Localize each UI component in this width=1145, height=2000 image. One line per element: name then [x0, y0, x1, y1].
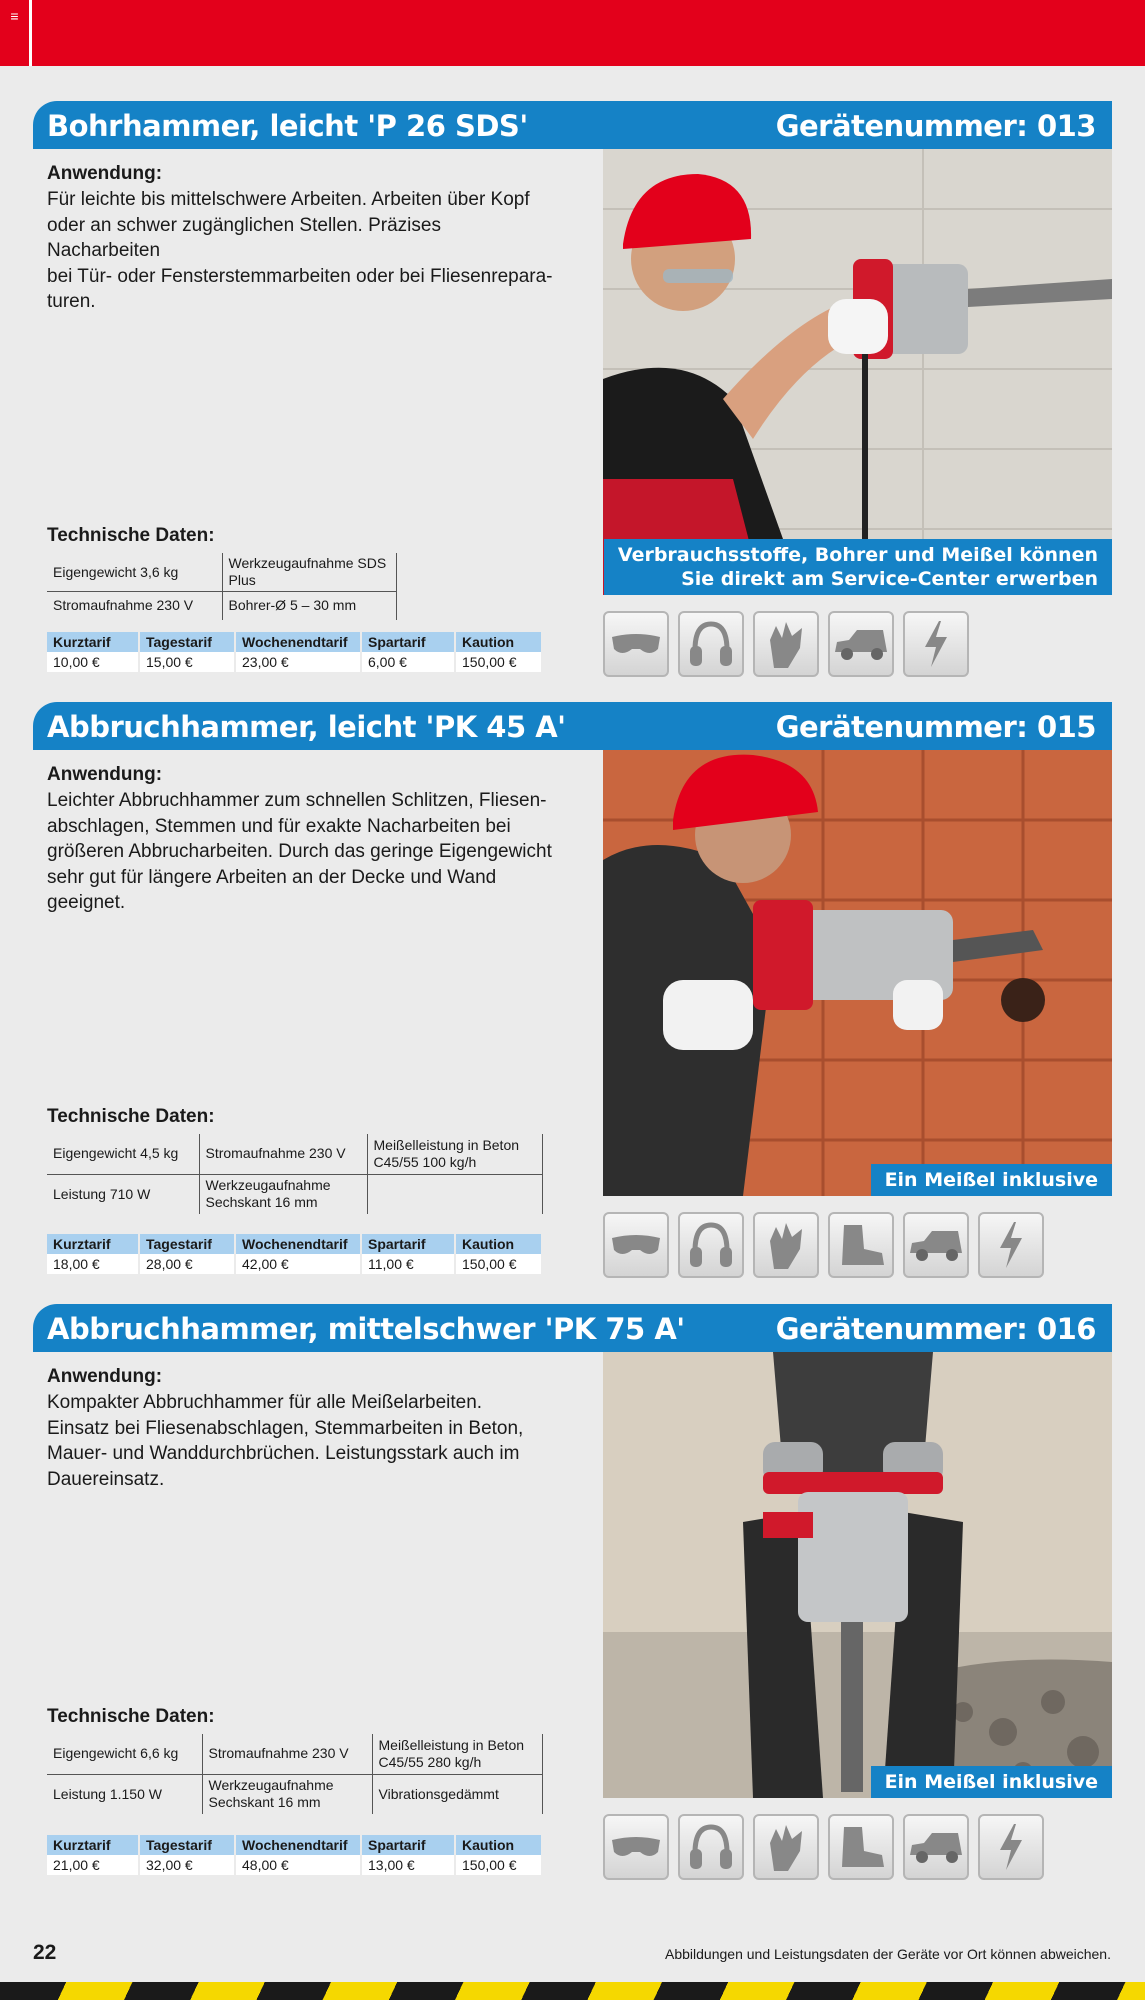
price-value: 13,00 €	[361, 1855, 455, 1875]
device-number: Gerätenummer: 013	[775, 109, 1096, 143]
spec-cell: Eigengewicht 4,5 kg	[47, 1134, 199, 1174]
product-photo	[603, 149, 1112, 595]
application-text	[47, 187, 557, 315]
tech-data-label: Technische Daten:	[47, 1706, 215, 1727]
electric-icon	[978, 1814, 1044, 1880]
car-icon	[903, 1212, 969, 1278]
car-icon	[828, 611, 894, 677]
price-header: Kurztarif	[47, 632, 139, 652]
hazard-stripe	[0, 1982, 1145, 2000]
spec-cell: Werkzeugaufnahme Sechskant 16 mm	[202, 1774, 372, 1814]
application-text	[47, 788, 557, 916]
photo-caption	[871, 1164, 1112, 1196]
specs-table	[47, 1734, 543, 1814]
application-line: Dauereinsatz.	[47, 1468, 165, 1490]
ear-protection-icon	[678, 611, 744, 677]
application-line: Mauer- und Wanddurchbrüchen. Leistungsstark auch im	[47, 1443, 520, 1464]
safety-glasses-icon	[603, 611, 669, 677]
safety-icons	[603, 1814, 1044, 1880]
product-section-015	[33, 702, 1112, 1282]
car-icon	[903, 1814, 969, 1880]
menu-icon[interactable]: ≡	[0, 0, 32, 66]
application-text	[47, 1390, 557, 1492]
application-line: geeignet.	[47, 892, 126, 913]
section-header	[33, 1304, 1112, 1352]
price-value: 10,00 €	[47, 652, 139, 672]
ear-protection-icon	[678, 1814, 744, 1880]
price-value: 32,00 €	[139, 1855, 235, 1875]
spec-cell: Werkzeugaufnahme SDS Plus	[222, 553, 397, 592]
price-value: 28,00 €	[139, 1254, 235, 1274]
application-line: Für leichte bis mittelschwere Arbeiten. Arbeiten über Kopf	[47, 189, 530, 210]
product-title: Bohrhammer, leicht 'P 26 SDS'	[47, 109, 528, 143]
photo-drill-worker	[603, 149, 1112, 595]
price-header: Tagestarif	[139, 632, 235, 652]
application-label: Anwendung:	[47, 1366, 163, 1387]
safety-icons	[603, 1212, 1044, 1278]
caption-line: Verbrauchsstoffe, Bohrer und Meißel können	[617, 544, 1098, 566]
gloves-icon	[753, 1212, 819, 1278]
price-value: 150,00 €	[455, 652, 542, 672]
photo-demolition-hammer	[603, 1352, 1112, 1798]
price-header: Kaution	[455, 632, 542, 652]
safety-glasses-icon	[603, 1212, 669, 1278]
spec-cell: Leistung 1.150 W	[47, 1774, 202, 1814]
device-number: Gerätenummer: 015	[775, 710, 1096, 744]
spec-cell: Eigengewicht 6,6 kg	[47, 1734, 202, 1774]
spec-cell	[367, 1174, 543, 1214]
caption-line: Ein Meißel inklusive	[884, 1771, 1098, 1793]
top-bar	[0, 0, 1145, 66]
price-header: Spartarif	[361, 1835, 455, 1855]
spec-cell: Meißelleistung in Beton C45/55 280 kg/h	[372, 1734, 543, 1774]
tech-data-label: Technische Daten:	[47, 525, 215, 546]
price-value: 18,00 €	[47, 1254, 139, 1274]
spec-cell: Stromaufnahme 230 V	[47, 592, 222, 620]
price-header: Kaution	[455, 1835, 542, 1855]
price-header: Wochenendtarif	[235, 1234, 361, 1254]
application-line: größeren Abbrucharbeiten. Durch das geringe Eigengewicht	[47, 841, 552, 862]
electric-icon	[903, 611, 969, 677]
electric-icon	[978, 1212, 1044, 1278]
device-number: Gerätenummer: 016	[775, 1312, 1096, 1346]
price-header: Spartarif	[361, 632, 455, 652]
caption-line: Ein Meißel inklusive	[884, 1169, 1098, 1191]
safety-glasses-icon	[603, 1814, 669, 1880]
photo-chisel-worker	[603, 750, 1112, 1196]
spec-cell: Eigengewicht 3,6 kg	[47, 553, 222, 592]
price-header: Kurztarif	[47, 1835, 139, 1855]
price-value: 150,00 €	[455, 1254, 542, 1274]
product-title: Abbruchhammer, mittelschwer 'PK 75 A'	[47, 1312, 685, 1346]
price-value: 6,00 €	[361, 652, 455, 672]
application-line: oder an schwer zugänglichen Stellen. Präzises Nacharbeiten	[47, 214, 441, 261]
specs-table	[47, 1134, 543, 1214]
gloves-icon	[753, 611, 819, 677]
price-table	[47, 1234, 543, 1274]
application-label: Anwendung:	[47, 163, 163, 184]
application-line: turen.	[47, 291, 96, 312]
application-line: sehr gut für längere Arbeiten an der Decke und Wand	[47, 866, 497, 888]
price-value: 11,00 €	[361, 1254, 455, 1274]
price-value: 15,00 €	[139, 652, 235, 672]
spec-cell: Vibrationsgedämmt	[372, 1774, 543, 1814]
safety-icons	[603, 611, 969, 677]
ear-protection-icon	[678, 1212, 744, 1278]
price-value: 21,00 €	[47, 1855, 139, 1875]
spec-cell: Stromaufnahme 230 V	[202, 1734, 372, 1774]
application-line: bei Tür- oder Fensterstemmarbeiten oder bei Fliesenrepara-	[47, 265, 553, 287]
spec-cell: Leistung 710 W	[47, 1174, 199, 1214]
section-header	[33, 101, 1112, 149]
application-label: Anwendung:	[47, 764, 163, 785]
spec-cell: Werkzeugaufnahme Sechskant 16 mm	[199, 1174, 367, 1214]
price-header: Kaution	[455, 1234, 542, 1254]
price-header: Tagestarif	[139, 1234, 235, 1254]
footer-note: Abbildungen und Leistungsdaten der Geräte vor Ort können abweichen.	[665, 1946, 1111, 1962]
section-header	[33, 702, 1112, 750]
price-value: 150,00 €	[455, 1855, 542, 1875]
price-header: Tagestarif	[139, 1835, 235, 1855]
spec-cell: Bohrer-Ø 5 – 30 mm	[222, 592, 397, 620]
product-section-013	[33, 101, 1112, 681]
safety-boot-icon	[828, 1814, 894, 1880]
page-number: 22	[33, 1941, 57, 1964]
price-header: Wochenendtarif	[235, 1835, 361, 1855]
product-section-016	[33, 1304, 1112, 1884]
photo-caption	[871, 1766, 1112, 1798]
application-line: abschlagen, Stemmen und für exakte Nacharbeiten bei	[47, 815, 511, 837]
product-title: Abbruchhammer, leicht 'PK 45 A'	[47, 710, 566, 744]
spec-cell: Meißelleistung in Beton C45/55 100 kg/h	[367, 1134, 543, 1174]
price-value: 42,00 €	[235, 1254, 361, 1274]
spec-cell: Stromaufnahme 230 V	[199, 1134, 367, 1174]
product-photo	[603, 750, 1112, 1196]
caption-line: Sie direkt am Service-Center erwerben	[681, 568, 1098, 590]
price-header: Kurztarif	[47, 1234, 139, 1254]
application-line: Einsatz bei Fliesenabschlagen, Stemmarbeiten in Beton,	[47, 1417, 524, 1439]
application-line: Leichter Abbruchhammer zum schnellen Schlitzen, Fliesen-	[47, 790, 547, 811]
price-table	[47, 632, 543, 672]
photo-caption	[604, 539, 1112, 595]
product-photo	[603, 1352, 1112, 1798]
safety-boot-icon	[828, 1212, 894, 1278]
price-value: 23,00 €	[235, 652, 361, 672]
application-line: Kompakter Abbruchhammer für alle Meißelarbeiten.	[47, 1392, 483, 1413]
tech-data-label: Technische Daten:	[47, 1106, 215, 1127]
price-header: Spartarif	[361, 1234, 455, 1254]
gloves-icon	[753, 1814, 819, 1880]
price-value: 48,00 €	[235, 1855, 361, 1875]
specs-table	[47, 553, 397, 620]
price-header: Wochenendtarif	[235, 632, 361, 652]
price-table	[47, 1835, 543, 1875]
